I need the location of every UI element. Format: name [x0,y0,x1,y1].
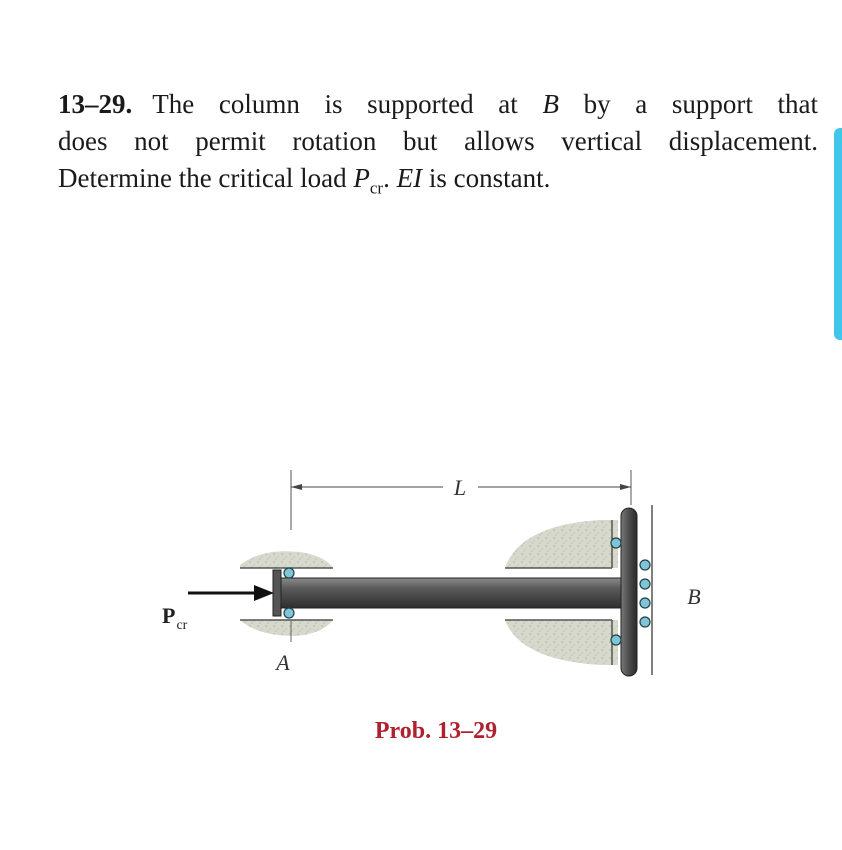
end-plate-a [273,570,281,616]
roller-a-bottom [284,608,294,618]
critical-load-symbol: P [353,163,370,193]
roller-b-right-2 [640,579,650,589]
problem-line-3: Determine the critical load $P_{cr}$. EI is constant. [58,163,551,198]
point-b-ref: B [542,89,559,119]
roller-b-right-1 [640,560,650,570]
column-member [276,578,621,608]
length-label: L [453,475,467,500]
flexural-rigidity-symbol: EI [396,163,423,193]
roller-b-left-bottom [611,635,621,645]
dimension-arrow-left [291,484,302,490]
roller-b-right-4 [640,617,650,627]
roller-b-left-top [611,538,621,548]
support-a-label: A [276,650,290,675]
dimension-arrow-right [620,484,631,490]
load-arrow [188,585,274,601]
end-plate-b [621,508,637,676]
problem-line-2: does not permit rotation but allows vertical displacement. [58,126,818,156]
roller-b-right-3 [640,598,650,608]
problem-line-1: 13–29. The column is supported at B by a support that [58,89,819,119]
figure-caption: Prob. 13–29 [374,718,498,744]
load-label: $P_{cr}$ [162,603,188,633]
support-b-label: B [687,584,701,609]
roller-a-top [284,568,294,578]
problem-number: 13–29. [58,89,133,119]
